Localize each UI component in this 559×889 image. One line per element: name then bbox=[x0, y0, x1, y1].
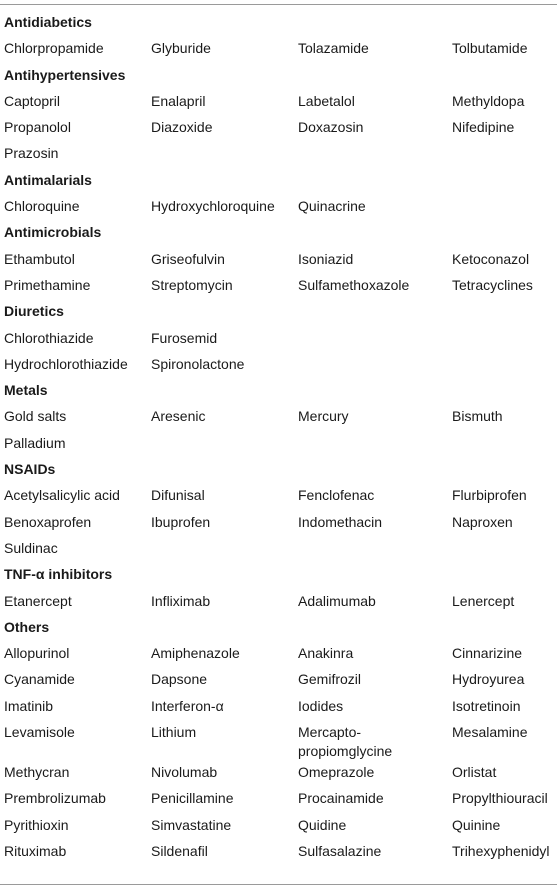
drug-name-cell: Orlistat bbox=[452, 764, 497, 781]
drug-name-cell: Rituximab bbox=[4, 842, 67, 859]
drug-name-cell: Flurbiprofen bbox=[452, 487, 527, 504]
drug-name-cell: Etanercept bbox=[4, 592, 72, 609]
drug-name-cell: Chlorothiazide bbox=[4, 329, 94, 346]
drug-name-cell: Difunisal bbox=[151, 487, 205, 504]
table-row bbox=[4, 666, 557, 692]
drug-name-cell: Aresenic bbox=[151, 408, 206, 425]
drug-table bbox=[4, 9, 557, 864]
table-row bbox=[4, 509, 557, 535]
table-row bbox=[4, 403, 557, 429]
category-heading: NSAIDs bbox=[4, 461, 56, 478]
drug-name-cell: Dapsone bbox=[151, 671, 208, 688]
drug-name-cell: Tolbutamide bbox=[452, 40, 528, 57]
top-rule bbox=[0, 4, 557, 5]
drug-name-cell: Quinacrine bbox=[298, 198, 366, 215]
drug-name-cell: Isotretinoin bbox=[452, 697, 521, 714]
category-heading-row bbox=[4, 219, 557, 245]
category-heading-row bbox=[4, 614, 557, 640]
table-row bbox=[4, 719, 557, 759]
category-heading: Antimicrobials bbox=[4, 224, 102, 241]
table-row bbox=[4, 693, 557, 719]
drug-name-cell: Allopurinol bbox=[4, 645, 70, 662]
table-row bbox=[4, 351, 557, 377]
drug-name-cell: Isoniazid bbox=[298, 250, 354, 267]
drug-name-cell: Cinnarizine bbox=[452, 645, 523, 662]
table-row bbox=[4, 114, 557, 140]
drug-name-cell: Anakinra bbox=[298, 645, 354, 662]
drug-name-cell: Primethamine bbox=[4, 276, 91, 293]
table-row bbox=[4, 535, 557, 561]
table-row bbox=[4, 588, 557, 614]
drug-name-cell: Ibuprofen bbox=[151, 513, 211, 530]
table-row bbox=[4, 838, 557, 864]
drug-name-cell: Mercury bbox=[298, 408, 349, 425]
drug-name-cell: Pyrithioxin bbox=[4, 816, 69, 833]
drug-name-cell: Methyldopa bbox=[452, 92, 525, 109]
drug-name-cell: Diazoxide bbox=[151, 119, 213, 136]
table-row bbox=[4, 785, 557, 811]
table-row bbox=[4, 812, 557, 838]
drug-name-cell: Hydroxychloroquine bbox=[151, 198, 275, 215]
drug-name-cell: Nivolumab bbox=[151, 764, 218, 781]
drug-name-cell: Labetalol bbox=[298, 92, 355, 109]
category-heading: Antidiabetics bbox=[4, 14, 92, 30]
drug-name-cell: Propylthiouracil bbox=[452, 790, 548, 807]
table-row bbox=[4, 325, 557, 351]
drug-name-cell: Griseofulvin bbox=[151, 250, 225, 267]
drug-name-cell: Procainamide bbox=[298, 790, 384, 807]
drug-name-cell: Tetracyclines bbox=[452, 276, 533, 293]
drug-name-cell: Gold salts bbox=[4, 408, 67, 425]
drug-name-cell: Palladium bbox=[4, 434, 66, 451]
drug-name-cell: Prembrolizumab bbox=[4, 790, 106, 807]
category-heading: TNF-α inhibitors bbox=[4, 566, 113, 583]
drug-name-cell: Captopril bbox=[4, 92, 61, 109]
drug-name-cell: Nifedipine bbox=[452, 119, 515, 136]
drug-name-cell: Quidine bbox=[298, 816, 347, 833]
drug-name-cell: Mercapto- propiomglycine bbox=[298, 724, 393, 760]
drug-name-cell: Acetylsalicylic acid bbox=[4, 487, 120, 504]
drug-name-cell: Naproxen bbox=[452, 513, 513, 530]
category-heading: Others bbox=[4, 618, 50, 635]
drug-name-cell: Indomethacin bbox=[298, 513, 383, 530]
category-heading-row bbox=[4, 167, 557, 193]
drug-name-cell: Benoxaprofen bbox=[4, 513, 92, 530]
drug-name-cell: Spironolactone bbox=[151, 355, 245, 372]
drug-name-cell: Adalimumab bbox=[298, 592, 376, 609]
drug-name-cell: Glyburide bbox=[151, 40, 211, 57]
drug-name-cell: Fenclofenac bbox=[298, 487, 375, 504]
drug-name-cell: Levamisole bbox=[4, 724, 75, 741]
bottom-rule bbox=[0, 884, 557, 885]
table-row bbox=[4, 759, 557, 785]
table-row bbox=[4, 88, 557, 114]
table-row bbox=[4, 246, 557, 272]
drug-name-cell: Cyanamide bbox=[4, 671, 75, 688]
drug-name-cell: Iodides bbox=[298, 697, 344, 714]
drug-name-cell: Infliximab bbox=[151, 592, 211, 609]
drug-name-cell: Streptomycin bbox=[151, 276, 233, 293]
table-row bbox=[4, 482, 557, 508]
drug-name-cell: Sildenafil bbox=[151, 842, 208, 859]
table-row bbox=[4, 430, 557, 456]
drug-name-cell: Amiphenazole bbox=[151, 645, 240, 662]
drug-name-cell: Furosemid bbox=[151, 329, 218, 346]
category-heading-row bbox=[4, 9, 557, 35]
category-heading: Antimalarials bbox=[4, 171, 92, 188]
category-heading-row bbox=[4, 298, 557, 324]
category-heading-row bbox=[4, 456, 557, 482]
drug-name-cell: Tolazamide bbox=[298, 40, 369, 57]
table-row bbox=[4, 193, 557, 219]
table-row bbox=[4, 140, 557, 166]
drug-name-cell: Prazosin bbox=[4, 145, 59, 162]
drug-name-cell: Ketoconazol bbox=[452, 250, 530, 267]
category-heading: Metals bbox=[4, 382, 48, 399]
drug-name-cell: Simvastatine bbox=[151, 816, 232, 833]
table-row bbox=[4, 35, 557, 61]
drug-name-cell: Interferon-α bbox=[151, 697, 224, 714]
drug-name-cell: Chlorpropamide bbox=[4, 40, 104, 57]
drug-name-cell: Mesalamine bbox=[452, 724, 528, 741]
drug-name-cell: Lenercept bbox=[452, 592, 515, 609]
drug-name-cell: Hydroyurea bbox=[452, 671, 525, 688]
drug-name-cell: Doxazosin bbox=[298, 119, 364, 136]
drug-name-cell: Sulfasalazine bbox=[298, 842, 382, 859]
table-row bbox=[4, 272, 557, 298]
drug-name-cell: Suldinac bbox=[4, 539, 58, 556]
table-row bbox=[4, 640, 557, 666]
drug-name-cell: Hydrochlorothiazide bbox=[4, 355, 128, 372]
category-heading: Diuretics bbox=[4, 303, 64, 320]
drug-name-cell: Omeprazole bbox=[298, 764, 375, 781]
drug-name-cell: Chloroquine bbox=[4, 198, 80, 215]
category-heading-row bbox=[4, 62, 557, 88]
drug-name-cell: Lithium bbox=[151, 724, 197, 741]
category-heading: Antihypertensives bbox=[4, 66, 126, 83]
drug-name-cell: Propanolol bbox=[4, 119, 71, 136]
drug-name-cell: Ethambutol bbox=[4, 250, 75, 267]
drug-name-cell: Trihexyphenidyl bbox=[452, 842, 550, 859]
drug-name-cell: Sulfamethoxazole bbox=[298, 276, 410, 293]
drug-name-cell: Quinine bbox=[452, 816, 501, 833]
category-heading-row bbox=[4, 561, 557, 587]
drug-name-cell: Methycran bbox=[4, 764, 70, 781]
drug-name-cell: Penicillamine bbox=[151, 790, 234, 807]
category-heading-row bbox=[4, 377, 557, 403]
drug-name-cell: Imatinib bbox=[4, 697, 54, 714]
drug-name-cell: Bismuth bbox=[452, 408, 503, 425]
drug-name-cell: Gemifrozil bbox=[298, 671, 362, 688]
drug-name-cell: Enalapril bbox=[151, 92, 206, 109]
